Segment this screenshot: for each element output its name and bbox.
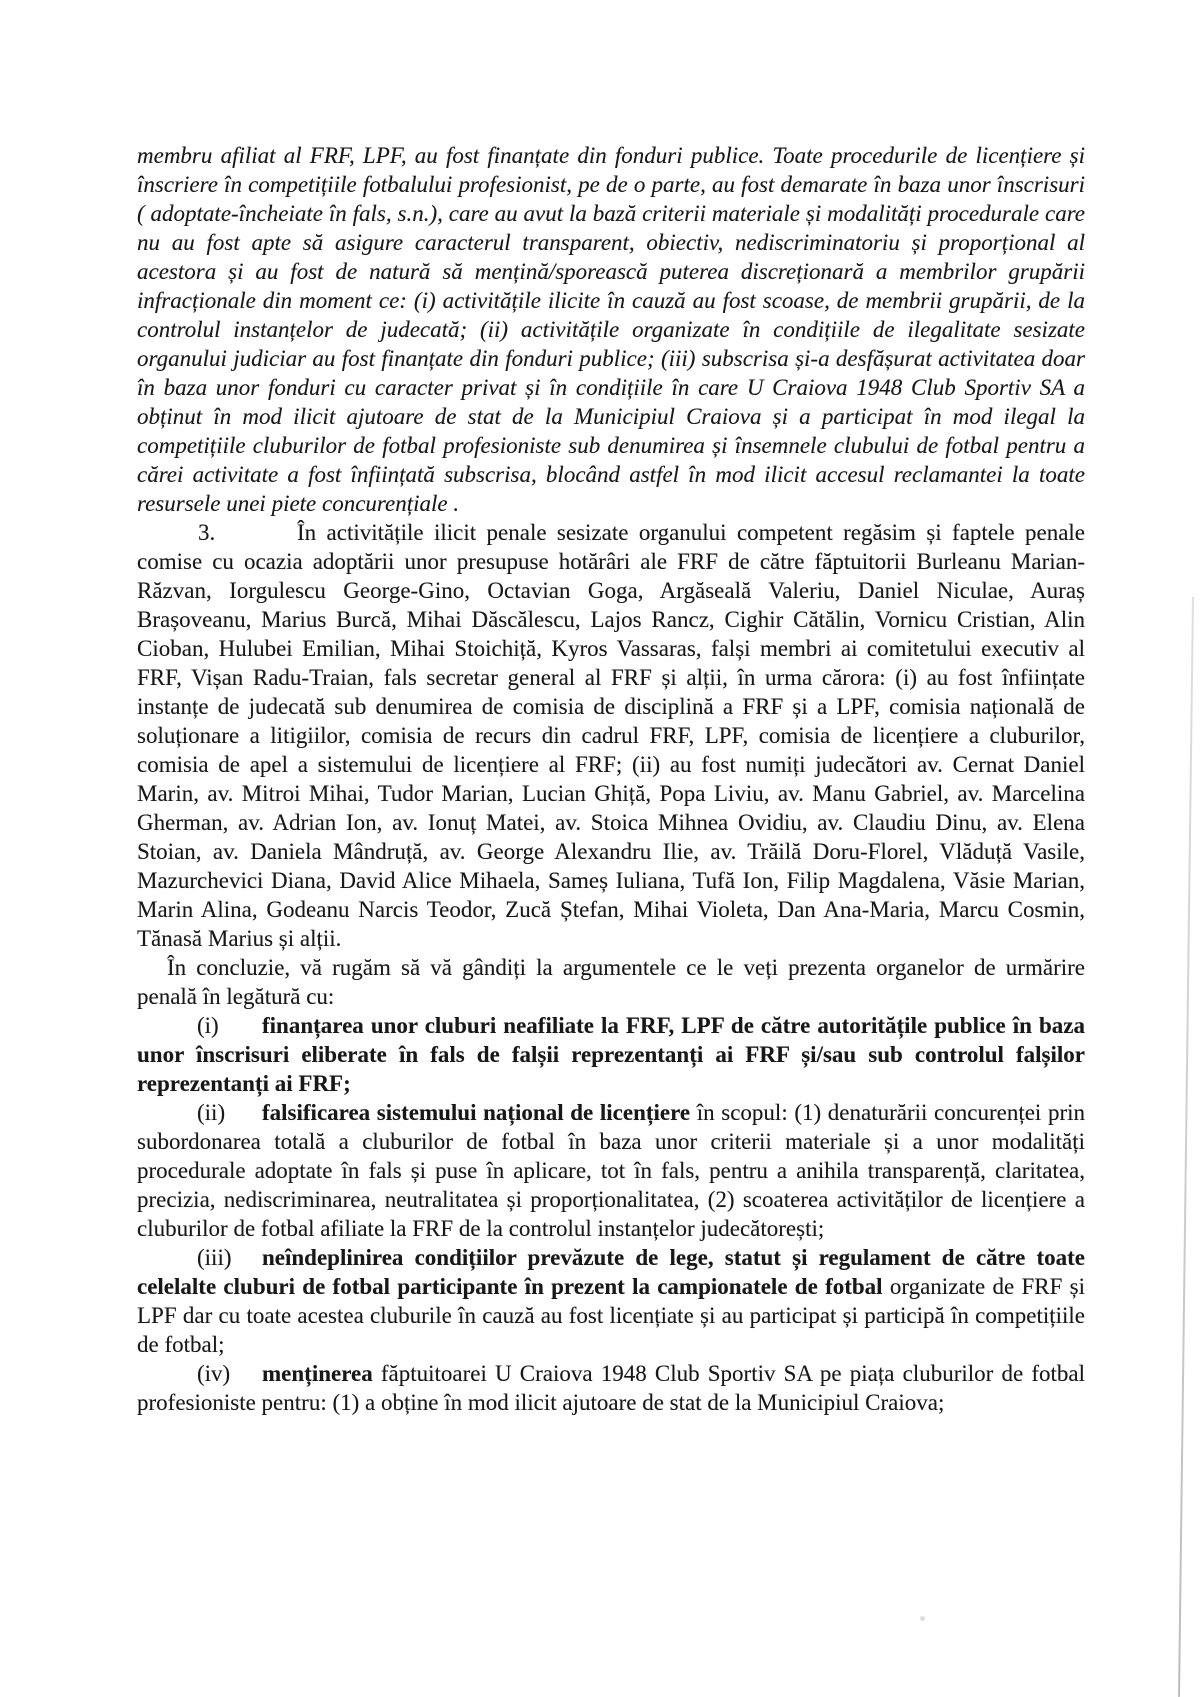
- document-text-block: [137, 141, 1085, 1417]
- list-item-ii-rest-text: în scopul: (1) denaturării concurenței prin subordonarea totală a cluburilor de fotbal în baza unor criterii materiale și a unor modalități procedurale adoptate în fals și puse în aplicare, tot în fals, pentru a anihila transparență, claritatea, precizia, nediscriminarea, neutralitatea și proporționalitatea, (2) scoaterea activităților de licențiere a cluburilor de fotbal afiliate la FRF de la controlul instanțelor judecătorești;: [137, 1100, 1085, 1241]
- list-item-iv-bold-text: menținerea: [262, 1361, 373, 1386]
- list-item-ii-label: (ii): [197, 1100, 226, 1125]
- list-item-iv-label: (iv): [197, 1361, 231, 1386]
- scan-artifact-line: [1178, 597, 1194, 1697]
- list-item-iii-rest-text: organizate de FRF și LPF dar cu toate acestea cluburile în cauză au fost licențiate și au participat și participă în competițiile de fotbal;: [137, 1274, 1085, 1357]
- quoted-italic-paragraph: membru afiliat al FRF, LPF, au fost finanțate din fonduri publice. Toate procedurile de licențiere și înscriere în competițiile fotbalului profesionist, pe de o parte, au fost demarate în baza unor înscrisuri ( adoptate-încheiate în fals, s.n.), care au avut la bază criterii materiale și modalități procedurale care nu au fost apte să asigure caracterul transparent, obiectiv, nediscriminatoriu și proporțional al acestora și au fost de natură să mențină/sporească puterea discreționară a membrilor grupării infracționale din moment ce: (i) activitățile ilicite în cauză au fost scoase, de membrii grupării, de la controlul instanțelor de judecată; (ii) activitățile organizate în condițiile de ilegalitate sesizate organului judiciar au fost finanțate din fonduri publice; (iii) subscrisa și-a desfășurat activitatea doar în baza unor fonduri cu caracter privat și în condițiile în care U Craiova 1948 Club Sportiv SA a obținut în mod ilicit ajutoare de stat de la Municipiul Craiova și a participat în mod ilegal la competițiile cluburilor de fotbal profesioniste sub denumirea și însemnele clubului de fotbal pentru a cărei activitate a fost înființată subscrisa, blocând astfel în mod ilicit accesul reclamantei la toate resursele unei piete concurențiale .: [137, 143, 1085, 516]
- scan-artifact-dot: [920, 1616, 925, 1621]
- list-item-i: [137, 1011, 1085, 1098]
- list-item-iii-label: (iii): [197, 1245, 232, 1270]
- list-item-ii: [137, 1098, 1085, 1243]
- list-item-iv-rest-text: făptuitoarei U Craiova 1948 Club Sportiv SA pe piața cluburilor de fotbal profesioniste pentru: (1) a obține în mod ilicit ajutoare de stat de la Municipiul Craiova;: [137, 1361, 1085, 1415]
- paragraph-3: [137, 518, 1085, 953]
- list-item-i-label: (i): [197, 1013, 219, 1038]
- paragraph-3-number: 3.: [198, 520, 216, 545]
- list-item-i-bold-text: finanțarea unor cluburi neafiliate la FRF, LPF de către autoritățile publice în baza unor înscrisuri eliberate în fals de falșii reprezentanți ai FRF și/sau sub controlul falșilor reprezentanți ai FRF;: [137, 1013, 1085, 1096]
- list-item-iii-bold-text: neîndeplinirea condițiilor prevăzute de lege, statut și regulament de către toate celelalte cluburi de fotbal participante în prezent la campionatele de fotbal: [137, 1245, 1085, 1299]
- paragraph-3-text: În activitățile ilicit penale sesizate organului competent regăsim și faptele penale comise cu ocazia adoptării unor presupuse hotărâri ale FRF de către făptuitorii Burleanu Marian-Răzvan, Iorgulescu George-Gino, Octavian Goga, Argăseală Valeriu, Daniel Niculae, Auraș Brașoveanu, Marius Burcă, Mihai Dăscălescu, Lajos Rancz, Cighir Cătălin, Vornicu Cristian, Alin Cioban, Hulubei Emilian, Mihai Stoichiță, Kyros Vassaras, falși membri ai comitetului executiv al FRF, Vișan Radu-Traian, fals secretar general al FRF și alții, în urma cărora: (i) au fost înființate instanțe de judecată sub denumirea de comisia de disciplină a FRF și a LPF, comisia națională de soluționare a litigiilor, comisia de recurs din cadrul FRF, LPF, comisia de licențiere a cluburilor, comisia de apel a sistemului de licențiere al FRF; (ii) au fost numiți judecători av. Cernat Daniel Marin, av. Mitroi Mihai, Tudor Marian, Lucian Ghiță, Popa Liviu, av. Manu Gabriel, av. Marcelina Gherman, av. Adrian Ion, av. Ionuț Matei, av. Stoica Mihnea Ovidiu, av. Claudiu Dinu, av. Elena Stoian, av. Daniela Mândruță, av. George Alexandru Ilie, av. Trăilă Doru-Florel, Vlăduță Vasile, Mazurchevici Diana, David Alice Mihaela, Sameș Iuliana, Tufă Ion, Filip Magdalena, Văsie Marian, Marin Alina, Godeanu Narcis Teodor, Zucă Ștefan, Mihai Violeta, Dan Ana-Maria, Marcu Cosmin, Tănasă Marius și alții.: [137, 520, 1085, 951]
- list-item-ii-bold-text: falsificarea sistemului național de licențiere: [262, 1100, 691, 1125]
- list-item-iv: [137, 1359, 1085, 1417]
- conclusion-paragraph: În concluzie, vă rugăm să vă gândiți la argumentele ce le veți prezenta organelor de urmărire penală în legătură cu:: [137, 955, 1085, 1009]
- list-item-iii: [137, 1243, 1085, 1359]
